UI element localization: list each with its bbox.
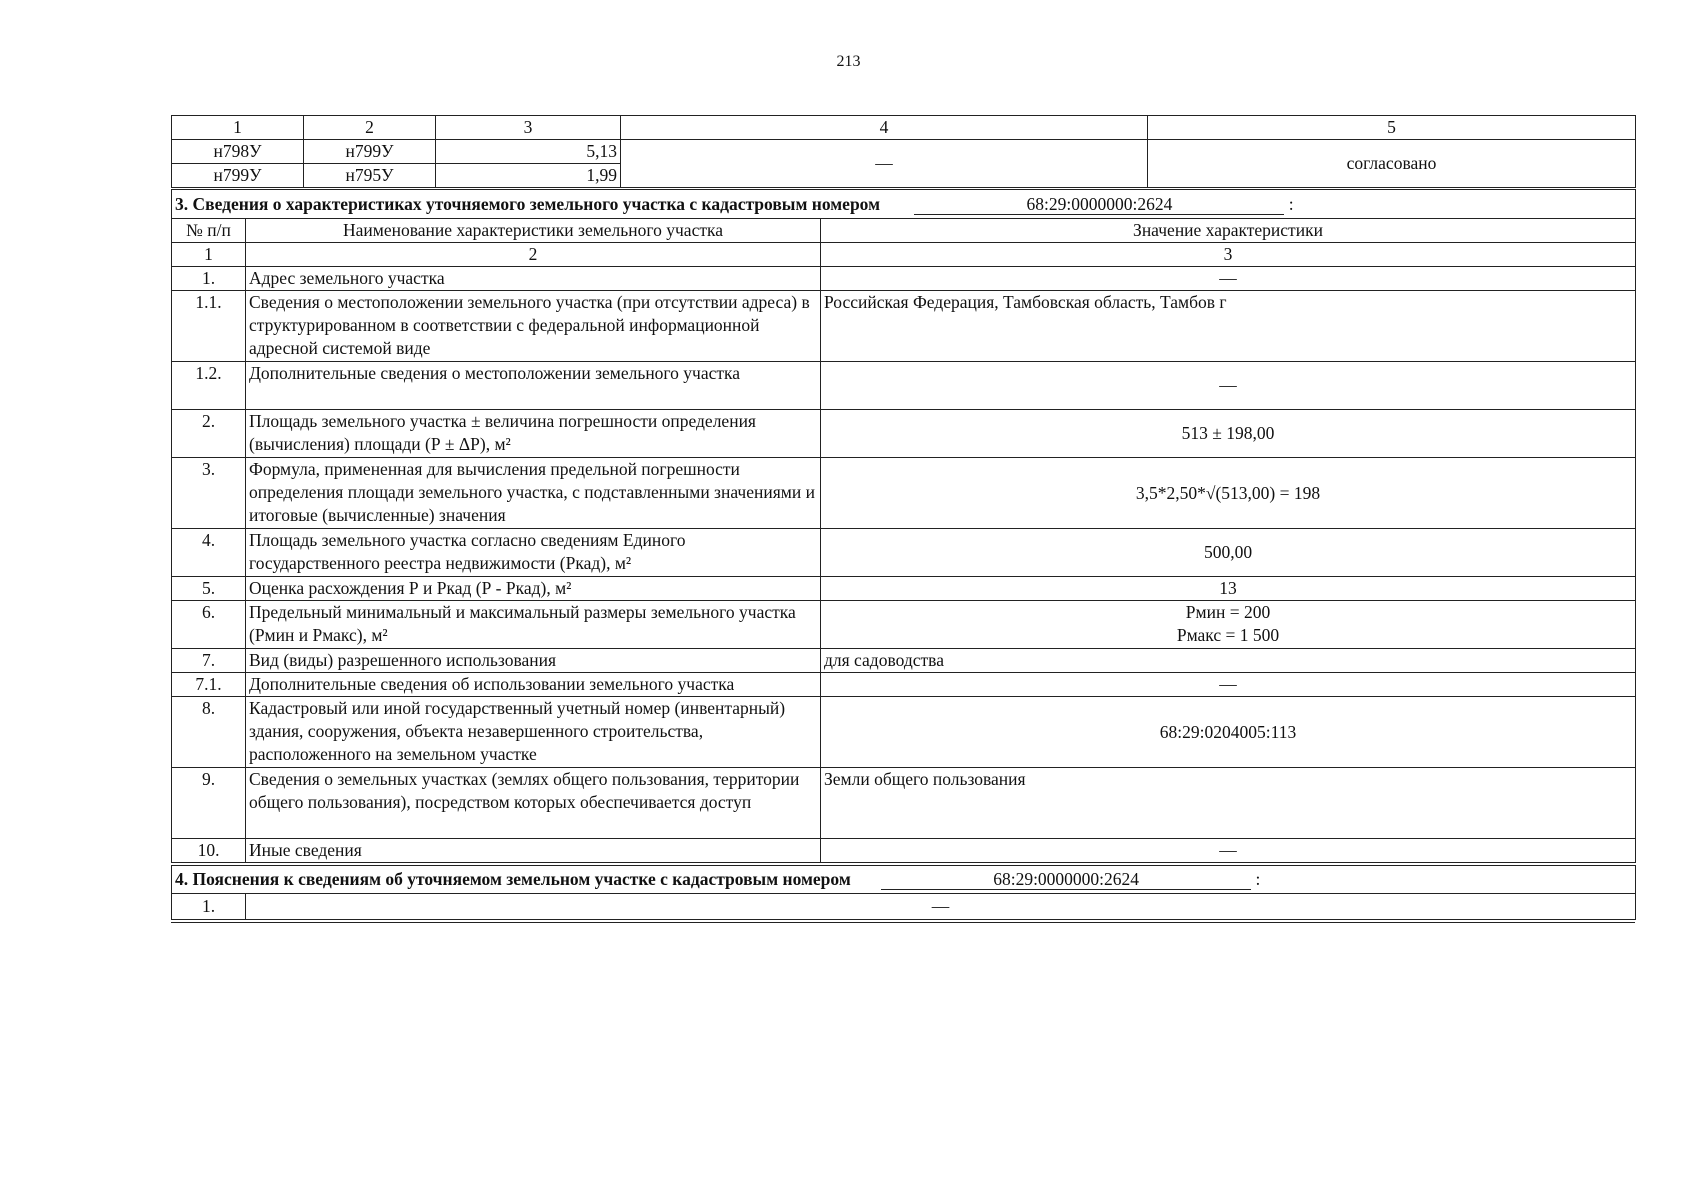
characteristic-name: Кадастровый или иной государственный учетный номер (инвентарный) здания, сооружения, объекта незавершенного строительства, расположенного на земельном участке: [246, 697, 821, 768]
boundary-table: [171, 115, 1636, 188]
point-to: н795У: [304, 164, 436, 188]
row-number: 2.: [172, 410, 246, 458]
row-number: 1.2.: [172, 362, 246, 410]
row-number: 5.: [172, 577, 246, 601]
section3-cadastral-number: 68:29:0000000:2624: [914, 194, 1284, 215]
point-to: н799У: [304, 140, 436, 164]
table-row: [172, 673, 1636, 697]
approval-status: согласовано: [1148, 140, 1636, 188]
section3-title-row: [172, 190, 1636, 219]
table-row: [172, 362, 1636, 410]
explanation-value: —: [246, 894, 1636, 920]
row-number: 1.: [172, 267, 246, 291]
explanations-table: [171, 865, 1636, 920]
characteristic-name: Оценка расхождения Р и Ркад (Р - Ркад), м²: [246, 577, 821, 601]
table-row: [172, 649, 1636, 673]
characteristic-name: Вид (виды) разрешенного использования: [246, 649, 821, 673]
characteristic-name: Сведения о местоположении земельного участка (при отсутствии адреса) в структурированном в соответствии с федеральной информационной адресной системой виде: [246, 291, 821, 362]
column-number-row: [172, 243, 1636, 267]
characteristic-name: Дополнительные сведения о местоположении земельного участка: [246, 362, 821, 410]
row-number: 3.: [172, 458, 246, 529]
characteristic-value: —: [821, 673, 1636, 697]
characteristic-value: Земли общего пользования: [821, 768, 1636, 839]
section3-colon: :: [1288, 193, 1294, 214]
section4-title: 4. Пояснения к сведениям об уточняемом земельном участке с кадастровым номером: [175, 869, 851, 889]
name-header: Наименование характеристики земельного участка: [246, 219, 821, 243]
characteristics-header-row: [172, 219, 1636, 243]
table-row: [172, 601, 1636, 649]
row-number: 7.: [172, 649, 246, 673]
num-header: № п/п: [172, 219, 246, 243]
characteristic-name: Иные сведения: [246, 839, 821, 863]
table-row: [172, 894, 1636, 920]
column-number: 2: [246, 243, 821, 267]
column-number: 1: [172, 243, 246, 267]
characteristic-name: Площадь земельного участка ± величина погрешности определения (вычисления) площади (Р ± ΔР), м²: [246, 410, 821, 458]
table-row: [172, 768, 1636, 839]
boundary-header-row: [172, 116, 1636, 140]
section4-colon: :: [1255, 869, 1261, 889]
table-row: [172, 291, 1636, 362]
page-number: 213: [836, 53, 861, 70]
characteristic-value: —: [821, 362, 1636, 410]
characteristic-name: Площадь земельного участка согласно сведениям Единого государственного реестра недвижимости (Ркад), м²: [246, 529, 821, 577]
segment-length: 1,99: [436, 164, 621, 188]
table-row: [172, 267, 1636, 291]
section3-title: 3. Сведения о характеристиках уточняемого земельного участка с кадастровым номером: [175, 193, 881, 214]
row-number: 9.: [172, 768, 246, 839]
row-number: 4.: [172, 529, 246, 577]
table-row: [172, 697, 1636, 768]
characteristic-name: Предельный минимальный и максимальный размеры земельного участка (Рмин и Рмакс), м²: [246, 601, 821, 649]
min-size-value: Рмин = 200: [1185, 602, 1271, 622]
col-header-1: 1: [172, 116, 304, 140]
section4-title-row: [172, 866, 1636, 894]
characteristic-value: 513 ± 198,00: [821, 410, 1636, 458]
row-number: 8.: [172, 697, 246, 768]
characteristic-value: [821, 601, 1636, 649]
row-number: 6.: [172, 601, 246, 649]
row-number: 1.1.: [172, 291, 246, 362]
value-header: Значение характеристики: [821, 219, 1636, 243]
characteristic-value: —: [821, 839, 1636, 863]
table-row: [172, 577, 1636, 601]
col-header-5: 5: [1148, 116, 1636, 140]
table-row: [172, 410, 1636, 458]
segment-length: 5,13: [436, 140, 621, 164]
characteristic-value: —: [821, 267, 1636, 291]
table-row: [172, 140, 1636, 164]
characteristic-value: Российская Федерация, Тамбовская область, Тамбов г: [821, 291, 1636, 362]
section4-cadastral-number: 68:29:0000000:2624: [881, 869, 1251, 890]
point-from: н798У: [172, 140, 304, 164]
column-number: 3: [821, 243, 1636, 267]
table-row: [172, 458, 1636, 529]
characteristic-name: Адрес земельного участка: [246, 267, 821, 291]
row-number: 7.1.: [172, 673, 246, 697]
characteristic-value: 13: [821, 577, 1636, 601]
characteristics-table: [171, 189, 1636, 863]
characteristic-value: для садоводства: [821, 649, 1636, 673]
row-number: 10.: [172, 839, 246, 863]
point-from: н799У: [172, 164, 304, 188]
characteristic-name: Дополнительные сведения об использовании земельного участка: [246, 673, 821, 697]
characteristic-value: 500,00: [821, 529, 1636, 577]
row-number: 1.: [172, 894, 246, 920]
col-header-3: 3: [436, 116, 621, 140]
col-header-2: 2: [304, 116, 436, 140]
characteristic-name: Сведения о земельных участках (землях общего пользования, территории общего пользования), посредством которых обеспечивается доступ: [246, 768, 821, 839]
max-size-value: Рмакс = 1 500: [1176, 625, 1280, 645]
table-row: [172, 839, 1636, 863]
table-bottom-rule: [171, 922, 1635, 923]
table-row: [172, 529, 1636, 577]
col-header-4: 4: [621, 116, 1148, 140]
col4-value: —: [621, 140, 1148, 188]
characteristic-value: 68:29:0204005:113: [821, 697, 1636, 768]
characteristic-value: 3,5*2,50*√(513,00) = 198: [821, 458, 1636, 529]
characteristic-name: Формула, примененная для вычисления предельной погрешности определения площади земельного участка, с подставленными значениями и итоговые (вычисленные) значения: [246, 458, 821, 529]
